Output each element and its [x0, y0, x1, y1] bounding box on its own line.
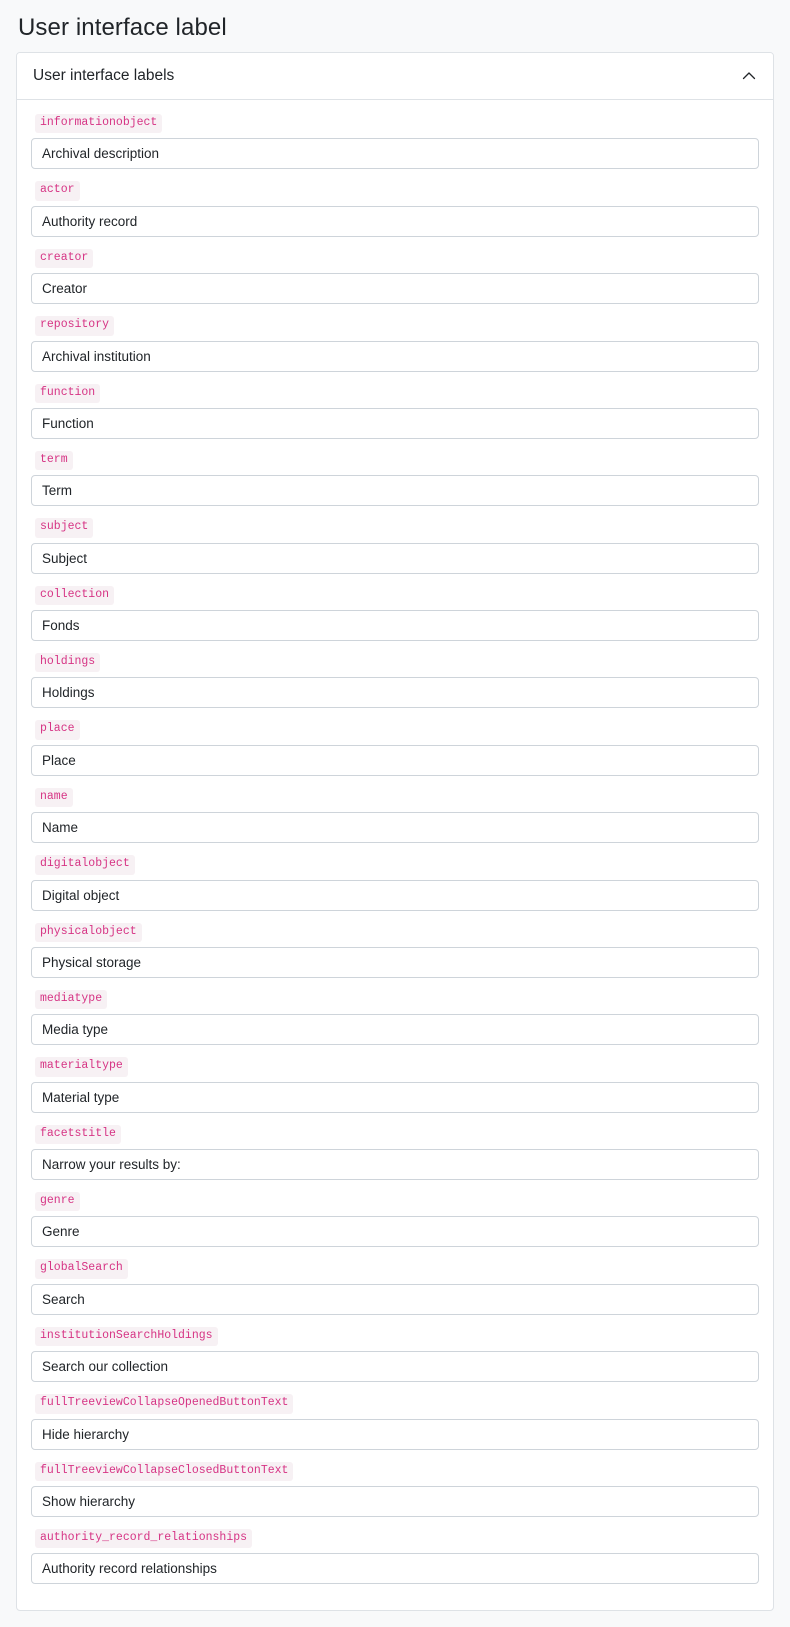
label-field-physicalobject — [31, 921, 759, 978]
label-field-key: materialtype — [35, 1057, 128, 1076]
label-field-fullTreeviewCollapseOpenedButtonText — [31, 1392, 759, 1449]
label-field-key: physicalobject — [35, 923, 142, 942]
label-field-key: holdings — [35, 653, 100, 672]
label-field-fullTreeviewCollapseClosedButtonText — [31, 1460, 759, 1517]
label-field-input[interactable] — [31, 341, 759, 372]
label-field-key: term — [35, 451, 73, 470]
label-field-key: fullTreeviewCollapseOpenedButtonText — [35, 1394, 293, 1413]
label-field-input[interactable] — [31, 745, 759, 776]
label-field-place — [31, 718, 759, 775]
label-field-input[interactable] — [31, 1149, 759, 1180]
label-field-term — [31, 449, 759, 506]
label-field-key: name — [35, 788, 73, 807]
label-field-input[interactable] — [31, 1351, 759, 1382]
label-field-input[interactable] — [31, 273, 759, 304]
label-field-input[interactable] — [31, 947, 759, 978]
label-field-input[interactable] — [31, 543, 759, 574]
label-field-input[interactable] — [31, 880, 759, 911]
label-field-key: institutionSearchHoldings — [35, 1327, 218, 1346]
chevron-up-icon[interactable] — [741, 68, 757, 84]
label-field-facetstitle — [31, 1123, 759, 1180]
label-field-key: genre — [35, 1192, 80, 1211]
label-field-input[interactable] — [31, 812, 759, 843]
label-field-key: actor — [35, 181, 80, 200]
label-field-key: globalSearch — [35, 1259, 128, 1278]
label-field-repository — [31, 314, 759, 371]
label-field-mediatype — [31, 988, 759, 1045]
label-field-actor — [31, 179, 759, 236]
label-field-creator — [31, 247, 759, 304]
label-field-input[interactable] — [31, 1284, 759, 1315]
card-header-toggle[interactable] — [17, 53, 773, 100]
label-field-key: facetstitle — [35, 1125, 121, 1144]
label-field-input[interactable] — [31, 138, 759, 169]
label-field-input[interactable] — [31, 1553, 759, 1584]
label-field-holdings — [31, 651, 759, 708]
label-field-key: digitalobject — [35, 855, 135, 874]
label-field-function — [31, 382, 759, 439]
label-field-input[interactable] — [31, 1014, 759, 1045]
label-field-key: creator — [35, 249, 93, 268]
label-field-input[interactable] — [31, 677, 759, 708]
label-field-globalSearch — [31, 1257, 759, 1314]
label-field-digitalobject — [31, 853, 759, 910]
label-field-input[interactable] — [31, 475, 759, 506]
label-field-key: informationobject — [35, 114, 162, 133]
labels-form — [17, 100, 773, 1610]
label-field-key: repository — [35, 316, 114, 335]
label-field-input[interactable] — [31, 408, 759, 439]
label-field-collection — [31, 584, 759, 641]
label-field-name — [31, 786, 759, 843]
label-field-input[interactable] — [31, 1216, 759, 1247]
label-field-key: subject — [35, 518, 93, 537]
label-field-genre — [31, 1190, 759, 1247]
label-field-key: place — [35, 720, 80, 739]
label-field-materialtype — [31, 1055, 759, 1112]
label-field-key: function — [35, 384, 100, 403]
label-field-key: mediatype — [35, 990, 107, 1009]
label-field-authority_record_relationships — [31, 1527, 759, 1584]
label-field-subject — [31, 516, 759, 573]
label-field-key: fullTreeviewCollapseClosedButtonText — [35, 1462, 293, 1481]
label-field-input[interactable] — [31, 1419, 759, 1450]
label-field-input[interactable] — [31, 1486, 759, 1517]
label-field-informationobject — [31, 112, 759, 169]
label-field-key: authority_record_relationships — [35, 1529, 252, 1548]
page-title: User interface label — [18, 14, 227, 41]
label-field-input[interactable] — [31, 206, 759, 237]
user-interface-labels-card — [16, 52, 774, 1611]
card-header-title: User interface labels — [33, 67, 175, 84]
label-field-institutionSearchHoldings — [31, 1325, 759, 1382]
label-field-input[interactable] — [31, 610, 759, 641]
label-field-key: collection — [35, 586, 114, 605]
label-field-input[interactable] — [31, 1082, 759, 1113]
